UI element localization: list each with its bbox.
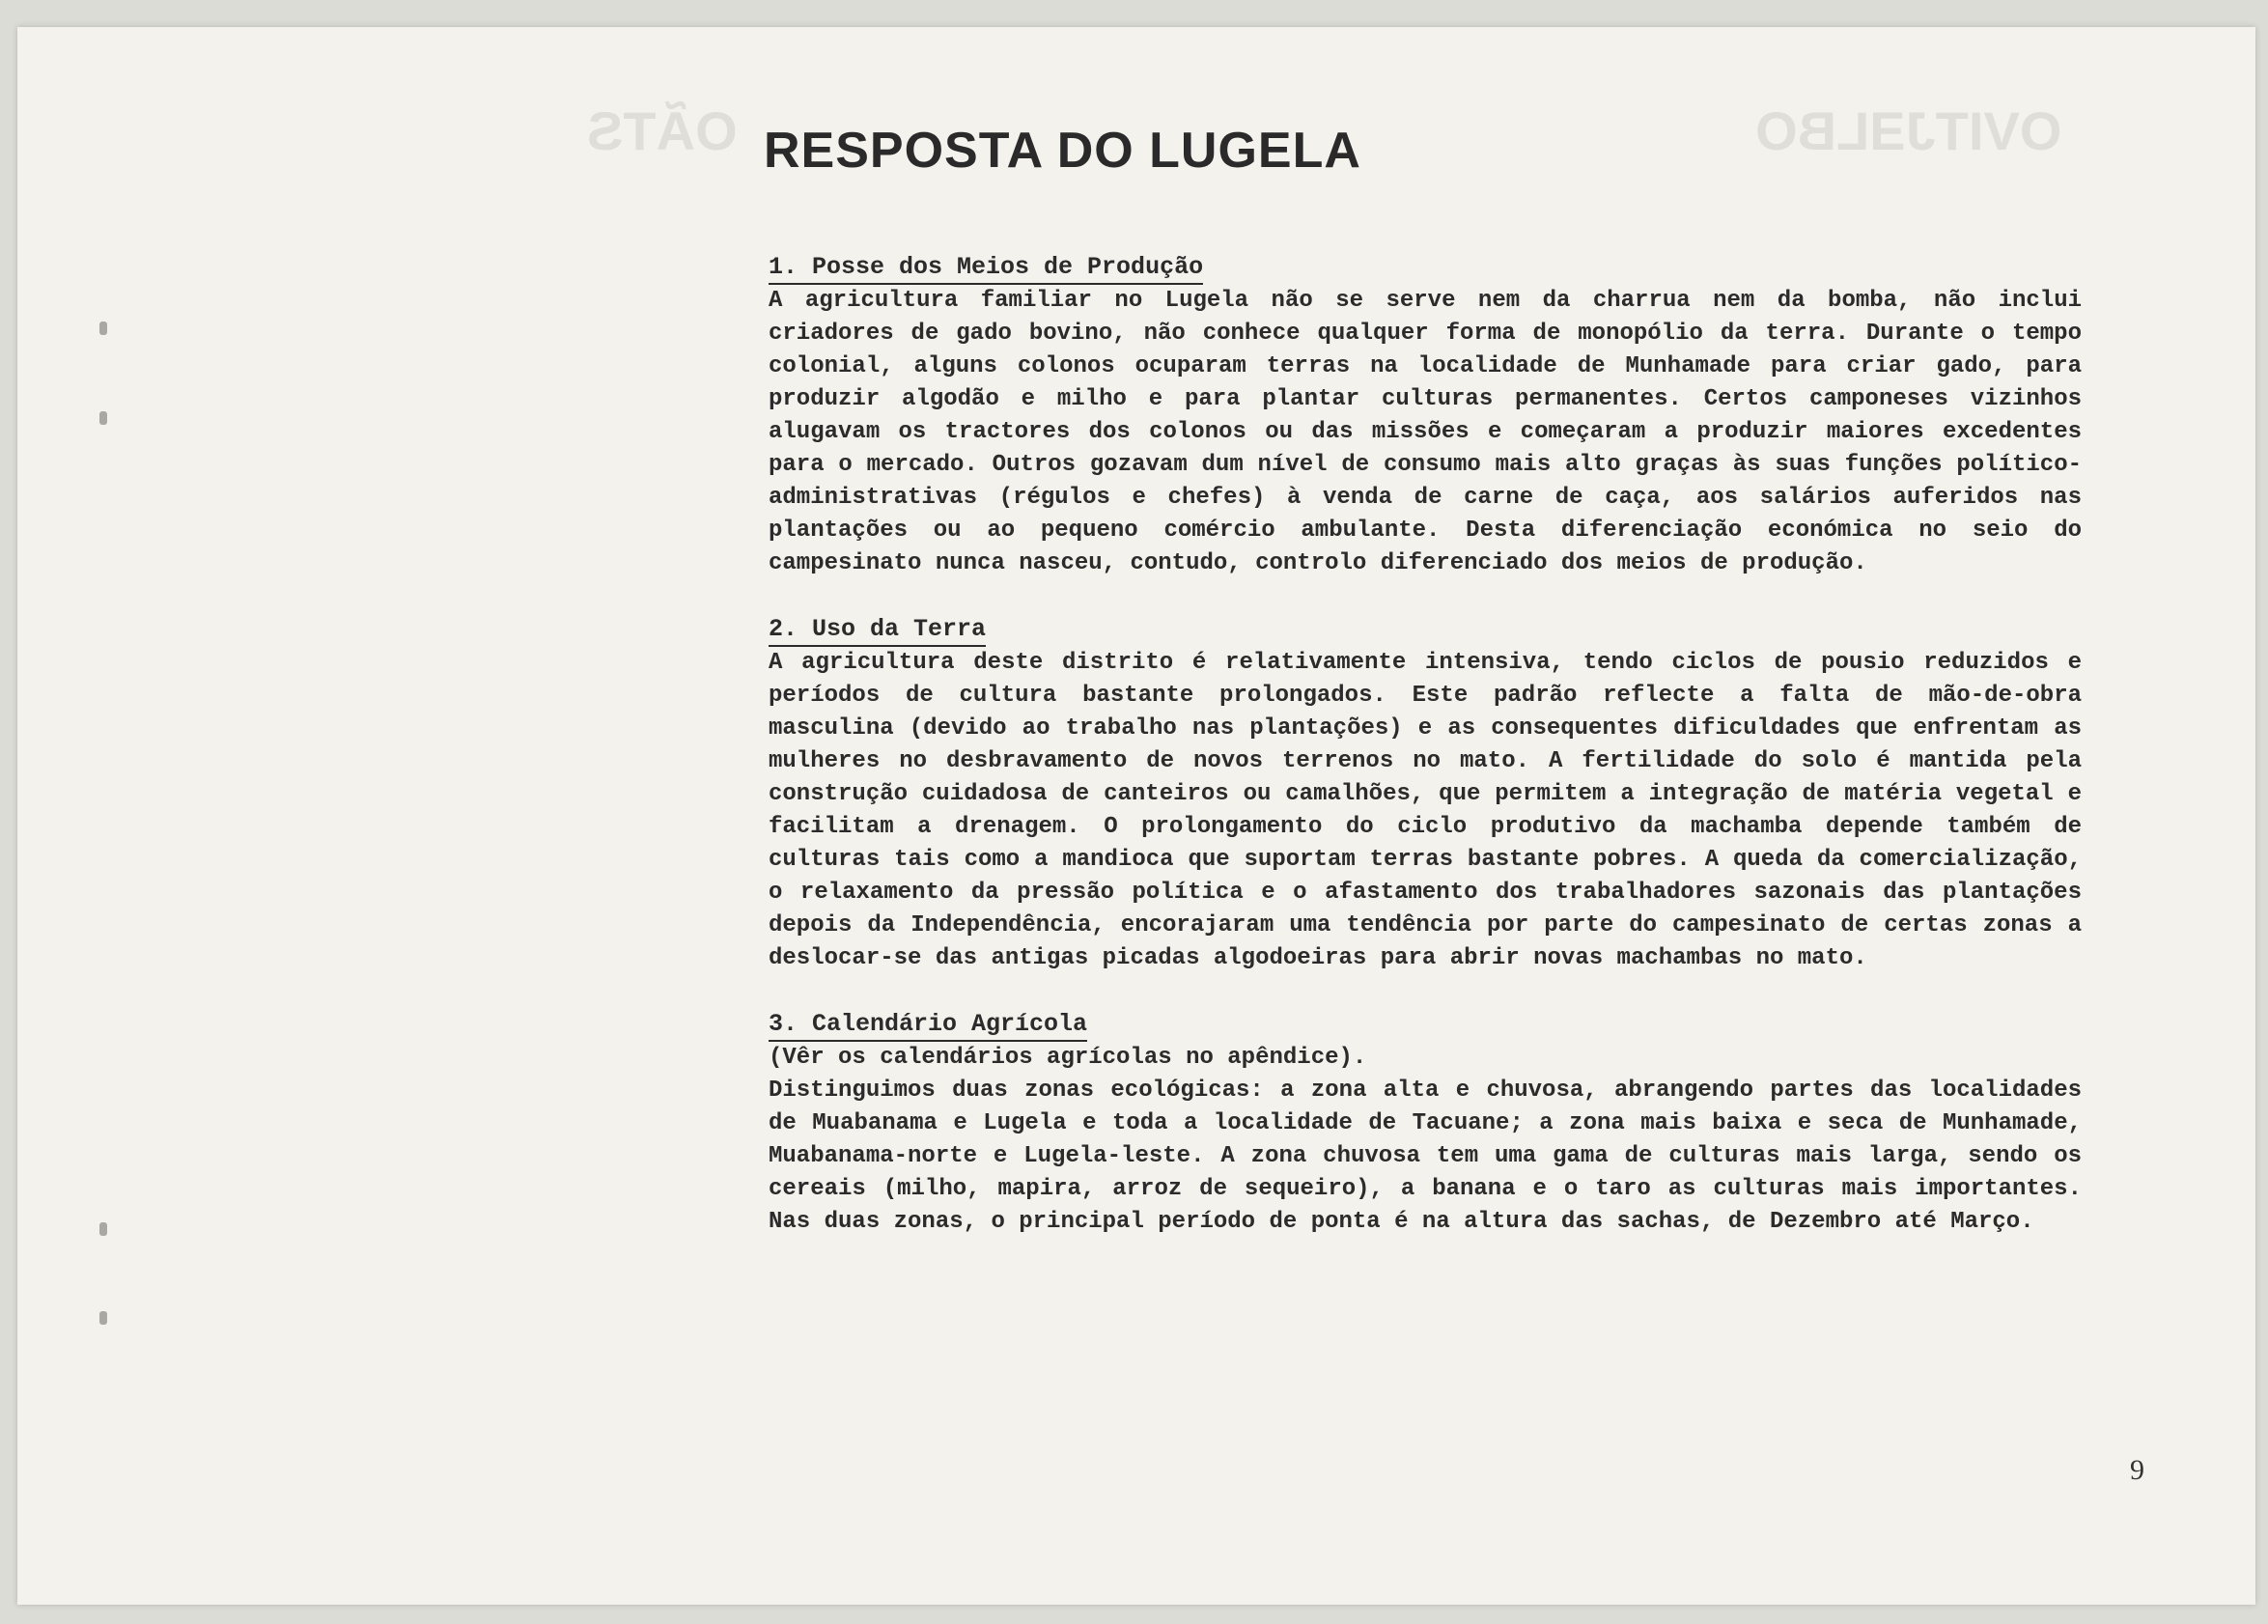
bleed-through-text: OVITJƎLBO	[1755, 100, 2062, 161]
section-subheading: (Vêr os calendários agrícolas no apêndice).	[769, 1045, 1367, 1071]
section-heading: 1. Posse dos Meios de Produção	[769, 251, 1203, 285]
bleed-through-text: OÃTS	[587, 100, 738, 161]
section-heading: 3. Calendário Agrícola	[769, 1008, 1087, 1042]
page-number: 9	[2130, 1454, 2144, 1486]
punch-hole	[99, 322, 107, 335]
punch-hole	[99, 411, 107, 425]
section-paragraph: A agricultura familiar no Lugela não se serve nem da charrua nem da bomba, não inclui criadores de gado bovino, não conhece qualquer forma de monopólio da terra. Durante o tempo colonial, alguns colonos ocuparam terras na localidade de Munhamade para criar gado, para produzir algodão e milho e para plantar culturas permanentes. Certos camponeses vizinhos alugavam os tractores dos colonos ou das missões e começaram a produzir maiores excedentes para o mercado. Outros gozavam dum nível de consumo mais alto graças às suas funções político-administrativas (régulos e chefes) à venda de carne de caça, aos salários auferidos nas plantações ou ao pequeno comércio ambulante. Desta diferenciação económica no seio do campesinato nunca nasceu, contudo, controlo diferenciado dos meios de produção.	[769, 288, 2082, 576]
page-title: RESPOSTA DO LUGELA	[764, 123, 1361, 179]
section-uso-da-terra	[769, 613, 2082, 975]
punch-hole	[99, 1222, 107, 1236]
section-posse	[769, 251, 2082, 580]
document-page	[17, 27, 2255, 1605]
punch-hole	[99, 1311, 107, 1325]
body-text	[769, 251, 2082, 1272]
section-calendario	[769, 1008, 2082, 1239]
section-paragraph: Distinguimos duas zonas ecológicas: a zona alta e chuvosa, abrangendo partes das localidades de Muabanama e Lugela e toda a localidade de Tacuane; a zona mais baixa e seca de Munhamade, Muabanama-norte e Lugela-leste. A zona chuvosa tem uma gama de culturas mais larga, sendo os cereais (milho, mapira, arroz de sequeiro), a banana e o taro as culturas mais importantes. Nas duas zonas, o principal período de ponta é na altura das sachas, de Dezembro até Março.	[769, 1078, 2082, 1235]
section-paragraph: A agricultura deste distrito é relativamente intensiva, tendo ciclos de pousio reduzidos e períodos de cultura bastante prolongados. Este padrão reflecte a falta de mão-de-obra masculina (devido ao trabalho nas plantações) e as consequentes dificuldades que enfrentam as mulheres no desbravamento de novos terrenos no mato. A fertilidade do solo é mantida pela construção cuidadosa de canteiros ou camalhões, que permitem a integração de matéria vegetal e facilitam a drenagem. O prolongamento do ciclo produtivo da machamba depende também de culturas tais como a mandioca que suportam terras bastante pobres. A queda da comercialização, o relaxamento da pressão política e o afastamento dos trabalhadores sazonais das plantações depois da Independência, encorajaram uma tendência por parte do campesinato de certas zonas a deslocar-se das antigas picadas algodoeiras para abrir novas machambas no mato.	[769, 650, 2082, 971]
section-heading: 2. Uso da Terra	[769, 613, 986, 647]
